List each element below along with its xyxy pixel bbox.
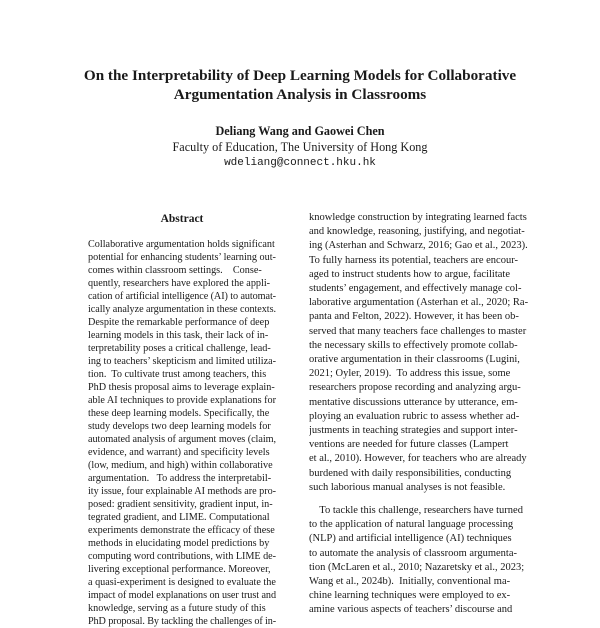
text-line: tion (McLaren et al., 2010; Nazaretsky et al., 2023; bbox=[309, 561, 525, 573]
body-paragraph-2 bbox=[309, 504, 531, 618]
text-line: (low, medium, and high) within collaborative bbox=[88, 460, 273, 471]
text-line: ing to teachers’ skepticism and limited utiliza- bbox=[88, 356, 276, 367]
text-line: tegrated gradient, and LIME. Computational bbox=[88, 512, 270, 523]
text-line: chine learning techniques were employed to ex- bbox=[309, 590, 511, 602]
text-line: amine various aspects of teachers’ discourse and bbox=[309, 604, 513, 616]
text-line: mentative discussions utterance by utterance, em- bbox=[309, 396, 518, 408]
text-line: Collaborative argumentation holds significant bbox=[88, 239, 275, 250]
text-line: laborative argumentation (Asterhan et al., 2020; Ra- bbox=[309, 297, 529, 309]
text-line: PhD proposal. By tackling the challenges of in- bbox=[88, 616, 276, 627]
author-names: Deliang Wang and Gaowei Chen bbox=[215, 124, 385, 138]
text-line: the necessary skills to effectively promote collab- bbox=[309, 339, 518, 351]
text-line: cation of artificial intelligence (AI) to automat- bbox=[88, 291, 276, 302]
text-line: potential for enhancing students’ learning out- bbox=[88, 252, 276, 263]
text-line: these deep learning models. Specifically, the bbox=[88, 408, 270, 419]
text-line: 2021; Oyler, 2019). To address this issue, some bbox=[309, 368, 511, 380]
abstract-text bbox=[88, 238, 276, 628]
text-line: aged to instruct students how to argue, facilitate bbox=[309, 268, 511, 280]
author-email: wdeliang@connect.hku.hk bbox=[224, 157, 376, 169]
body-paragraph-1 bbox=[309, 211, 531, 495]
abstract-heading: Abstract bbox=[160, 213, 204, 225]
text-line: ploying an evaluation rubric to assess whether ad- bbox=[309, 410, 520, 422]
text-line: computing word contributions, with LIME de- bbox=[88, 551, 276, 562]
text-line: justments in teaching strategies and support inter- bbox=[309, 425, 518, 437]
text-line: knowledge construction by integrating learned facts bbox=[309, 212, 527, 223]
text-line: to automate the analysis of classroom argumenta- bbox=[309, 547, 517, 559]
text-line: evidence, and warrant) and specificity levels bbox=[88, 447, 270, 458]
text-line: et al., 2010). However, for teachers who are already bbox=[309, 453, 527, 465]
title-line: On the Interpretability of Deep Learning Models for Collaborative bbox=[83, 67, 517, 84]
text-line: automated analysis of argument moves (claim, bbox=[88, 434, 276, 445]
text-line: burdened with daily responsibilities, conducting bbox=[309, 467, 512, 479]
text-line: ventions are needed for future classes (Lampert bbox=[309, 439, 509, 451]
text-line: to the application of natural language processing bbox=[309, 519, 514, 531]
text-line: comes within classroom settings. Conse- bbox=[88, 265, 262, 276]
text-line: and knowledge, reasoning, justifying, and negotiat- bbox=[309, 226, 525, 238]
text-line: To fully harness its potential, teachers are encour- bbox=[309, 254, 518, 266]
text-line: ically analyze argumentation in these contexts. bbox=[88, 304, 276, 315]
text-line: livering exceptional performance. Moreover, bbox=[88, 564, 271, 575]
text-line: ing (Asterhan and Schwarz, 2016; Gao et al., 2023). bbox=[309, 240, 528, 252]
text-line: served that many teachers face challenges to master bbox=[309, 325, 527, 337]
text-line: experiments demonstrate the efficacy of these bbox=[88, 525, 275, 536]
body-column bbox=[309, 211, 531, 618]
text-line: study develops two deep learning models for bbox=[88, 421, 271, 432]
abstract-column bbox=[88, 212, 276, 628]
text-line: a quasi-experiment is designed to evaluate the bbox=[88, 577, 276, 588]
text-line: methods in elucidating model predictions by bbox=[88, 538, 270, 549]
text-line: impact of model explanations on user trust and bbox=[88, 590, 276, 601]
text-line: posed: gradient sensitivity, gradient input, in- bbox=[88, 499, 273, 510]
paper-title bbox=[40, 66, 560, 104]
author-affiliation: Faculty of Education, The University of Hong Kong bbox=[172, 140, 428, 154]
text-line: quently, researchers have explored the appli- bbox=[88, 278, 271, 289]
text-line: (NLP) and artificial intelligence (AI) techniques bbox=[309, 533, 512, 545]
text-line: orative argumentation in their classrooms (Lugini, bbox=[309, 354, 520, 366]
text-line: PhD thesis proposal aims to leverage explain- bbox=[88, 382, 275, 393]
text-line: tion. To cultivate trust among teachers, this bbox=[88, 369, 267, 380]
text-line: Despite the remarkable performance of deep bbox=[88, 317, 270, 328]
text-line: knowledge, serving as a future study of this bbox=[88, 603, 266, 614]
text-line: learning models in this task, their lack of in- bbox=[88, 330, 269, 341]
text-line: students’ engagement, and effectively manage col- bbox=[309, 283, 522, 295]
text-line: able AI techniques to provide explanations for bbox=[88, 395, 276, 406]
text-line: To tackle this challenge, researchers have turned bbox=[309, 505, 523, 517]
title-line: Argumentation Analysis in Classrooms bbox=[173, 86, 427, 103]
text-line: ity issue, four explainable AI methods are pro- bbox=[88, 486, 276, 497]
author-block bbox=[100, 123, 500, 171]
text-line: panta and Felton, 2022). However, it has been ob- bbox=[309, 311, 519, 323]
text-line: such laborious manual analyses is not feasible. bbox=[309, 481, 506, 493]
text-line: terpretability poses a critical challenge, lead- bbox=[88, 343, 271, 354]
text-line: argumentation. To address the interpretabil- bbox=[88, 473, 272, 484]
text-line: researchers propose recording and analyzing argu- bbox=[309, 382, 521, 394]
text-line: Wang et al., 2024b). Initially, conventional ma- bbox=[309, 576, 511, 588]
